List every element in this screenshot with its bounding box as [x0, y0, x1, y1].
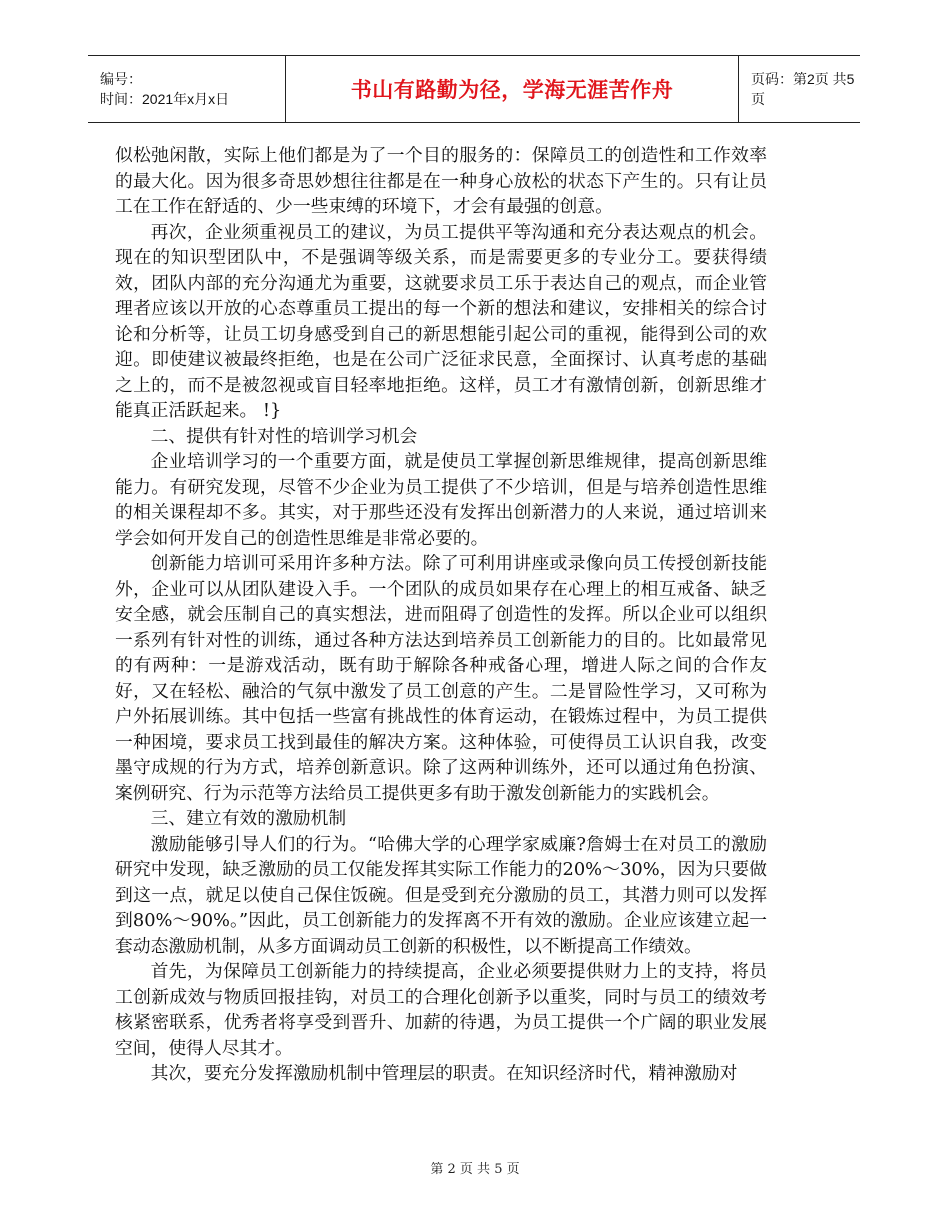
header-motto: 书山有路勤为径，学海无涯苦作舟 [350, 78, 674, 102]
header-meta [88, 56, 285, 122]
section-heading: 三、建立有效的激励机制 [150, 808, 347, 829]
paragraph: 首先，为保障员工创新能力的持续提高，企业必须要提供财力上的支持，将员工创新成效与物质回报挂钩，对员工的合理化创新予以重奖，同时与员工的绩效考核紧密联系，优秀者将享受到晋升、加薪的待遇，为员工提供一个广阔的职业发展空间，使得人尽其才。 [115, 961, 767, 1059]
paragraph: 似松弛闲散，实际上他们都是为了一个目的服务的：保障员工的创造性和工作效率的最大化。因为很多奇思妙想往往都是在一种身心放松的状态下产生的。只有让员工在工作在舒适的、少一些束缚的环境下，才会有最强的创意。 [115, 145, 767, 217]
header-motto-cell [285, 56, 739, 122]
paragraph: 激励能够引导人们的行为。“哈佛大学的心理学家威廉?詹姆士在对员工的激励研究中发现，缺乏激励的员工仅能发挥其实际工作能力的20%～30%，因为只要做到这一点，就足以使自己保住饭碗。但是受到充分激励的员工，其潜力则可以发挥到80%～90%。”因此，员工创新能力的发挥离不开有效的激励。企业应该建立起一套动态激励机制，从多方面调动员工创新的积极性，以不断提高工作绩效。 [115, 833, 767, 957]
paragraph: 再次，企业须重视员工的建议，为员工提供平等沟通和充分表达观点的机会。现在的知识型团队中，不是强调等级关系，而是需要更多的专业分工。要获得绩效，团队内部的充分沟通尤为重要，这就要求员工乐于表达自己的观点，而企业管理者应该以开放的心态尊重员工提出的每一个新的想法和建议，安排相关的综合讨论和分析等，让员工切身感受到自己的新思想能引起公司的重视，能得到公司的欢迎。即使建议被最终拒绝，也是在公司广泛征求民意，全面探讨、认真考虑的基础之上的，而不是被忽视或盲目轻率地拒绝。这样，员工才有激情创新，创新思维才能真正活跃起来。 !} [115, 221, 767, 421]
document-date: 时间：2021年x月x日 [100, 91, 230, 107]
paragraph: 其次，要充分发挥激励机制中管理层的职责。在知识经济时代，精神激励对 [150, 1063, 738, 1084]
page-header [88, 55, 860, 123]
paragraph: 创新能力培训可采用许多种方法。除了可利用讲座或录像向员工传授创新技能外，企业可以从团队建设入手。一个团队的成员如果存在心理上的相互戒备、缺乏安全感，就会压制自己的真实想法，进而阻碍了创造性的发挥。所以企业可以组织一系列有针对性的训练，通过各种方法达到培养员工创新能力的目的。比如最常见的有两种：一是游戏活动，既有助于解除各种戒备心理，增进人际之间的合作友好，又在轻松、融洽的气氛中激发了员工创意的产生。二是冒险性学习，又可称为户外拓展训练。其中包括一些富有挑战性的体育运动，在锻炼过程中，为员工提供一种困境，要求员工找到最佳的解决方案。这种体验，可使得员工认识自我，改变墨守成规的行为方式，培养创新意识。除了这两种训练外，还可以通过角色扮演、案例研究、行为示范等方法给员工提供更多有助于激发创新能力的实践机会。 [115, 553, 767, 804]
document-number-label: 编号： [100, 71, 142, 87]
header-page-info [739, 56, 860, 122]
header-page-number: 页码：第2页 共5页 [751, 71, 855, 107]
document-body [115, 143, 767, 1087]
paragraph: 企业培训学习的一个重要方面，就是使员工掌握创新思维规律，提高创新思维能力。有研究发现，尽管不少企业为员工提供了不少培训，但是与培养创造性思维的相关课程却不多。其实，对于那些还没有发挥出创新潜力的人来说，通过培训来学会如何开发自己的创造性思维是非常必要的。 [115, 451, 767, 549]
section-heading: 二、提供有针对性的培训学习机会 [150, 425, 418, 447]
page-footer: 第 2 页 共 5 页 [430, 1162, 520, 1177]
